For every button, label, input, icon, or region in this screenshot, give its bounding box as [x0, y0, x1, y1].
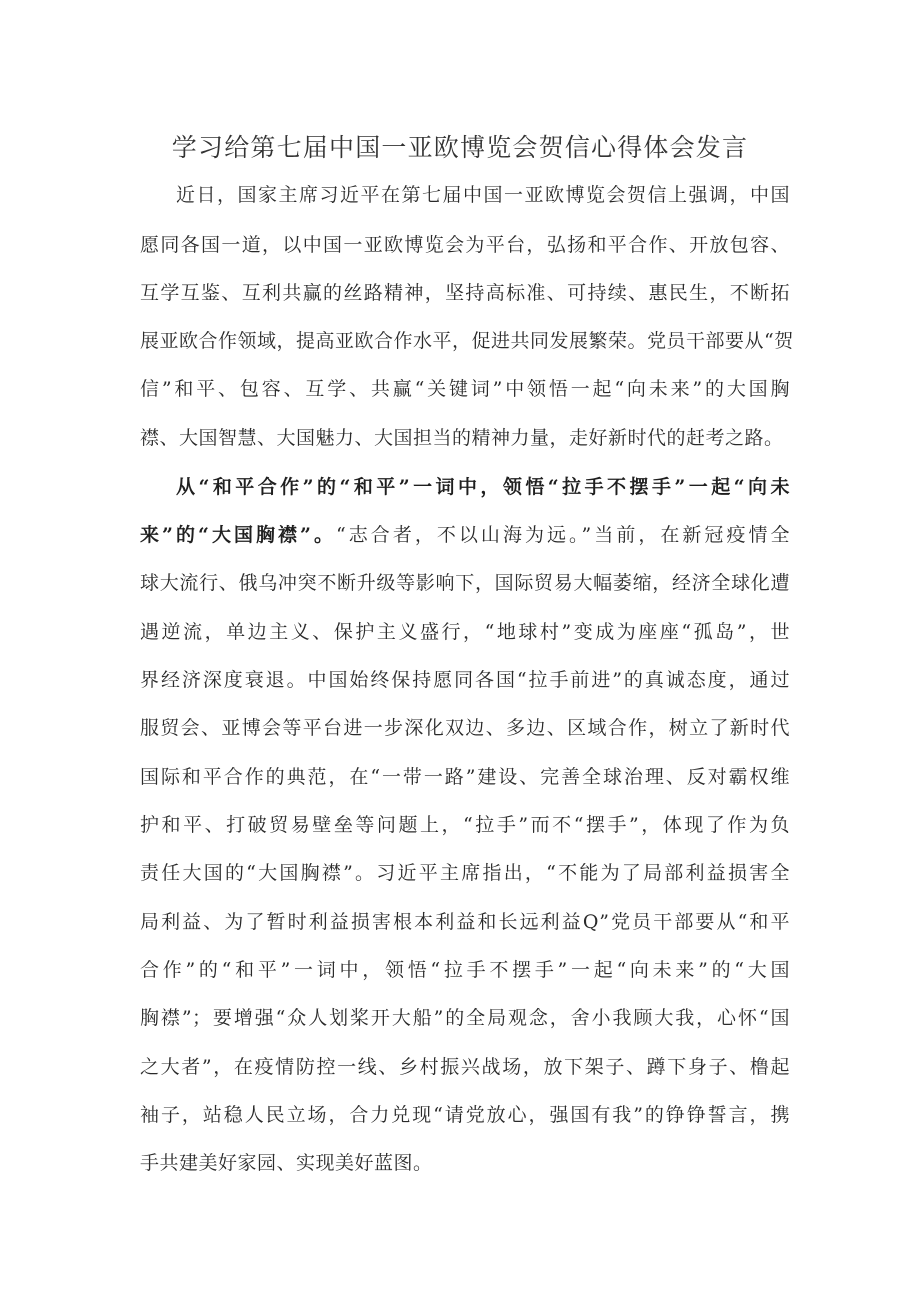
paragraph-text: “志合者，不以山海为远。”当前，在新冠疫情全	[336, 524, 790, 546]
paragraph-line: 袖子，站稳人民立场，合力兑现“请党放心，强国有我”的铮铮誓言，携	[140, 1104, 790, 1126]
section-heading-tail: 来”的“大国胸襟”。	[140, 524, 337, 546]
paragraph-line: 之大者”，在疫情防控一线、乡村振兴战场，放下架子、蹲下身子、橹起	[140, 1056, 790, 1078]
paragraph-line: 展亚欧合作领域，提高亚欧合作水平，促进共同发展繁荣。党员干部要从“贺	[140, 330, 794, 352]
paragraph-line: 责任大国的“大国胸襟”。习近平主席指出，“不能为了局部利益损害全	[140, 862, 790, 884]
paragraph-line: 互学互鉴、互利共赢的丝路精神，坚持高标准、可持续、惠民生，不断拓	[140, 282, 790, 304]
paragraph-line: 界经济深度衰退。中国始终保持愿同各国“拉手前进”的真诚态度，通过	[140, 669, 790, 691]
paragraph-line: 愿同各国一道，以中国一亚欧博览会为平台，弘扬和平合作、开放包容、	[140, 234, 790, 256]
paragraph-line: 襟、大国智慧、大国魅力、大国担当的精神力量，走好新时代的赶考之路。	[140, 427, 784, 449]
paragraph-line: 信”和平、包容、互学、共赢“关键词”中领悟一起“向未来”的大国胸	[140, 378, 790, 400]
paragraph-line: 合作”的“和平”一词中，领悟“拉手不摆手”一起“向未来”的“大国	[140, 959, 790, 981]
paragraph-line: 球大流行、俄乌冲突不断升级等影响下，国际贸易大幅萎缩，经济全球化遭	[140, 572, 790, 594]
paragraph-line: 服贸会、亚博会等平台进一步深化双边、多边、区域合作，树立了新时代	[140, 717, 790, 739]
paragraph-line: 护和平、打破贸易壁垒等问题上，“拉手”而不“摆手”，体现了作为负	[140, 814, 790, 836]
section-heading-line: 从“和平合作”的“和平”一词中，领悟“拉手不摆手”一起“向未	[176, 476, 790, 498]
paragraph-line: 手共建美好家园、实现美好蓝图。	[140, 1152, 433, 1174]
paragraph-line: 近日，国家主席习近平在第七届中国一亚欧博览会贺信上强调，中国	[176, 184, 790, 206]
paragraph-line	[140, 520, 790, 550]
paragraph-line: 局利益、为了暂时利益损害根本利益和长远利益Q”党员干部要从“和平	[140, 911, 790, 933]
paragraph-line: 胸襟”；要增强“众人划桨开大船”的全局观念，舍小我顾大我，心怀“国	[140, 1007, 790, 1029]
document-title: 学习给第七届中国一亚欧博览会贺信心得体会发言	[171, 133, 749, 162]
paragraph-line: 遇逆流，单边主义、保护主义盛行，“地球村”变成为座座“孤岛”，世	[140, 621, 790, 643]
paragraph-line: 国际和平合作的典范，在“一带一路”建设、完善全球治理、反对霸权维	[140, 766, 790, 788]
